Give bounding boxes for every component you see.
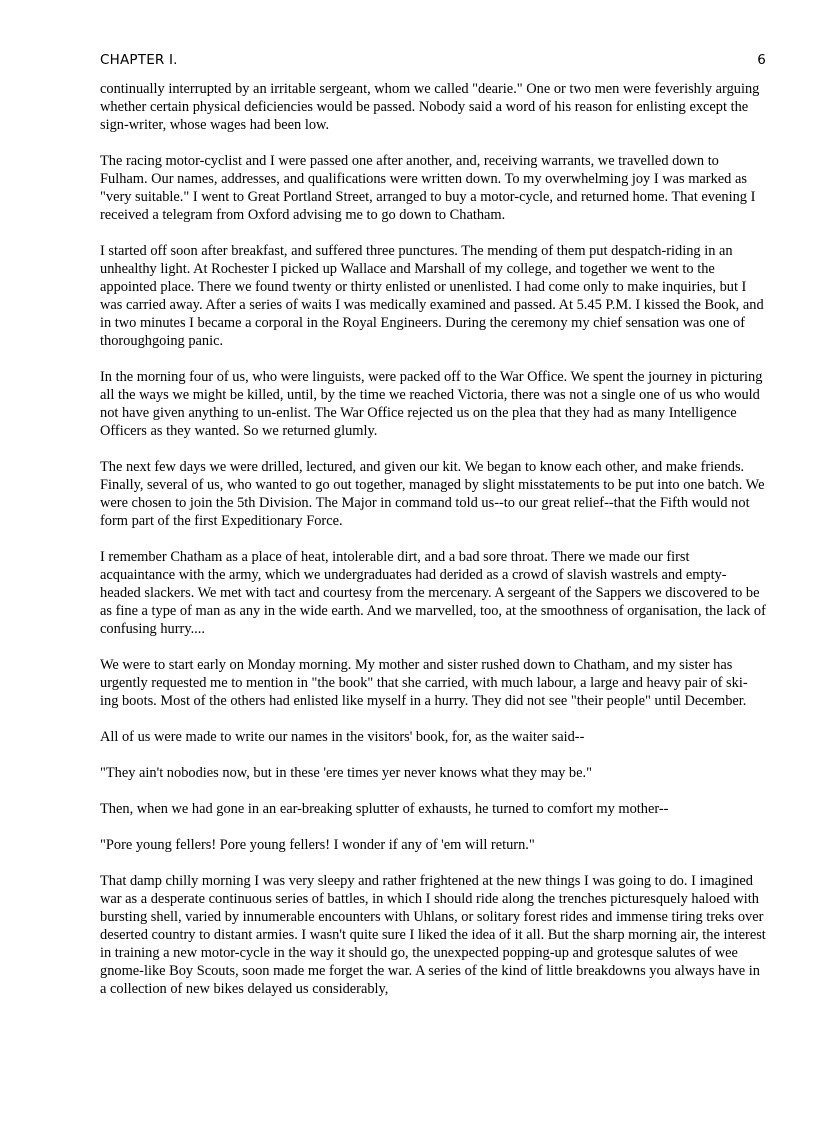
chapter-title: CHAPTER I. [100,52,178,68]
body-text [100,80,766,998]
paragraph: continually interrupted by an irritable sergeant, whom we called "dearie." One or two men were feverishly arguing whether certain physical deficiencies would be passed. Nobody said a word of his reason for enlisting except the sign-writer, whose wages had been low. [100,81,760,133]
document-page [100,52,766,1016]
running-header [100,52,766,72]
paragraph: We were to start early on Monday morning. My mother and sister rushed down to Chatham, and my sister has urgently requested me to mention in "the book" that she carried, with much labour, a large and heavy pair of ski-ing boots. Most of the others had enlisted like myself in a hurry. They did not see "their people" until December. [100,657,748,709]
paragraph: "Pore young fellers! Pore young fellers! I wonder if any of 'em will return." [100,837,535,853]
paragraph: I remember Chatham as a place of heat, intolerable dirt, and a bad sore throat. There we made our first acquaintance with the army, which we undergraduates had derided as a crowd of slavish wastrels and empty-headed slackers. We met with tact and courtesy from the mercenary. A sergeant of the Sappers we discovered to be as fine a type of man as any in the wide earth. And we marvelled, too, at the smoothness of organisation, the lack of confusing hurry.... [100,549,766,637]
paragraph: All of us were made to write our names in the visitors' book, for, as the waiter said-- [100,729,585,745]
page-number: 6 [757,52,766,68]
paragraph: The racing motor-cyclist and I were passed one after another, and, receiving warrants, we travelled down to Fulham. Our names, addresses, and qualifications were written down. To my overwhelming joy I was marked as "very suitable." I went to Great Portland Street, arranged to buy a motor-cycle, and returned home. That evening I received a telegram from Oxford advising me to go down to Chatham. [100,153,756,223]
paragraph: I started off soon after breakfast, and suffered three punctures. The mending of them put despatch-riding in an unhealthy light. At Rochester I picked up Wallace and Marshall of my college, and together we went to the appointed place. There we found twenty or thirty enlisted or unenlisted. I had come only to make inquiries, but I was carried away. After a series of waits I was medically examined and passed. At 5.45 P.M. I kissed the Book, and in two minutes I became a corporal in the Royal Engineers. During the ceremony my chief sensation was one of thoroughgoing panic. [100,243,764,349]
paragraph: "They ain't nobodies now, but in these 'ere times yer never knows what they may be." [100,765,592,781]
paragraph: That damp chilly morning I was very sleepy and rather frightened at the new things I was going to do. I imagined war as a desperate continuous series of battles, in which I should ride along the trenches picturesquely haloed with bursting shell, varied by innumerable encounters with Uhlans, or solitary forest rides and immense tiring treks over deserted country to distant armies. I wasn't quite sure I liked the idea of it all. But the sharp morning air, the interest in training a new motor-cycle in the way it should go, the unexpected popping-up and grotesque salutes of wee gnome-like Boy Scouts, soon made me forget the war. A series of the kind of little breakdowns you always have in a collection of new bikes delayed us considerably, [100,873,766,997]
paragraph: Then, when we had gone in an ear-breaking splutter of exhausts, he turned to comfort my mother-- [100,801,669,817]
paragraph: In the morning four of us, who were linguists, were packed off to the War Office. We spent the journey in picturing all the ways we might be killed, until, by the time we reached Victoria, there was not a single one of us who would not have given anything to un-enlist. The War Office rejected us on the plea that they had as many Intelligence Officers as they wanted. So we returned glumly. [100,369,763,439]
paragraph: The next few days we were drilled, lectured, and given our kit. We began to know each other, and make friends. Finally, several of us, who wanted to go out together, managed by slight misstatements to be put into one batch. We were chosen to join the 5th Division. The Major in command told us--to our great relief--that the Fifth would not form part of the first Expeditionary Force. [100,459,765,529]
